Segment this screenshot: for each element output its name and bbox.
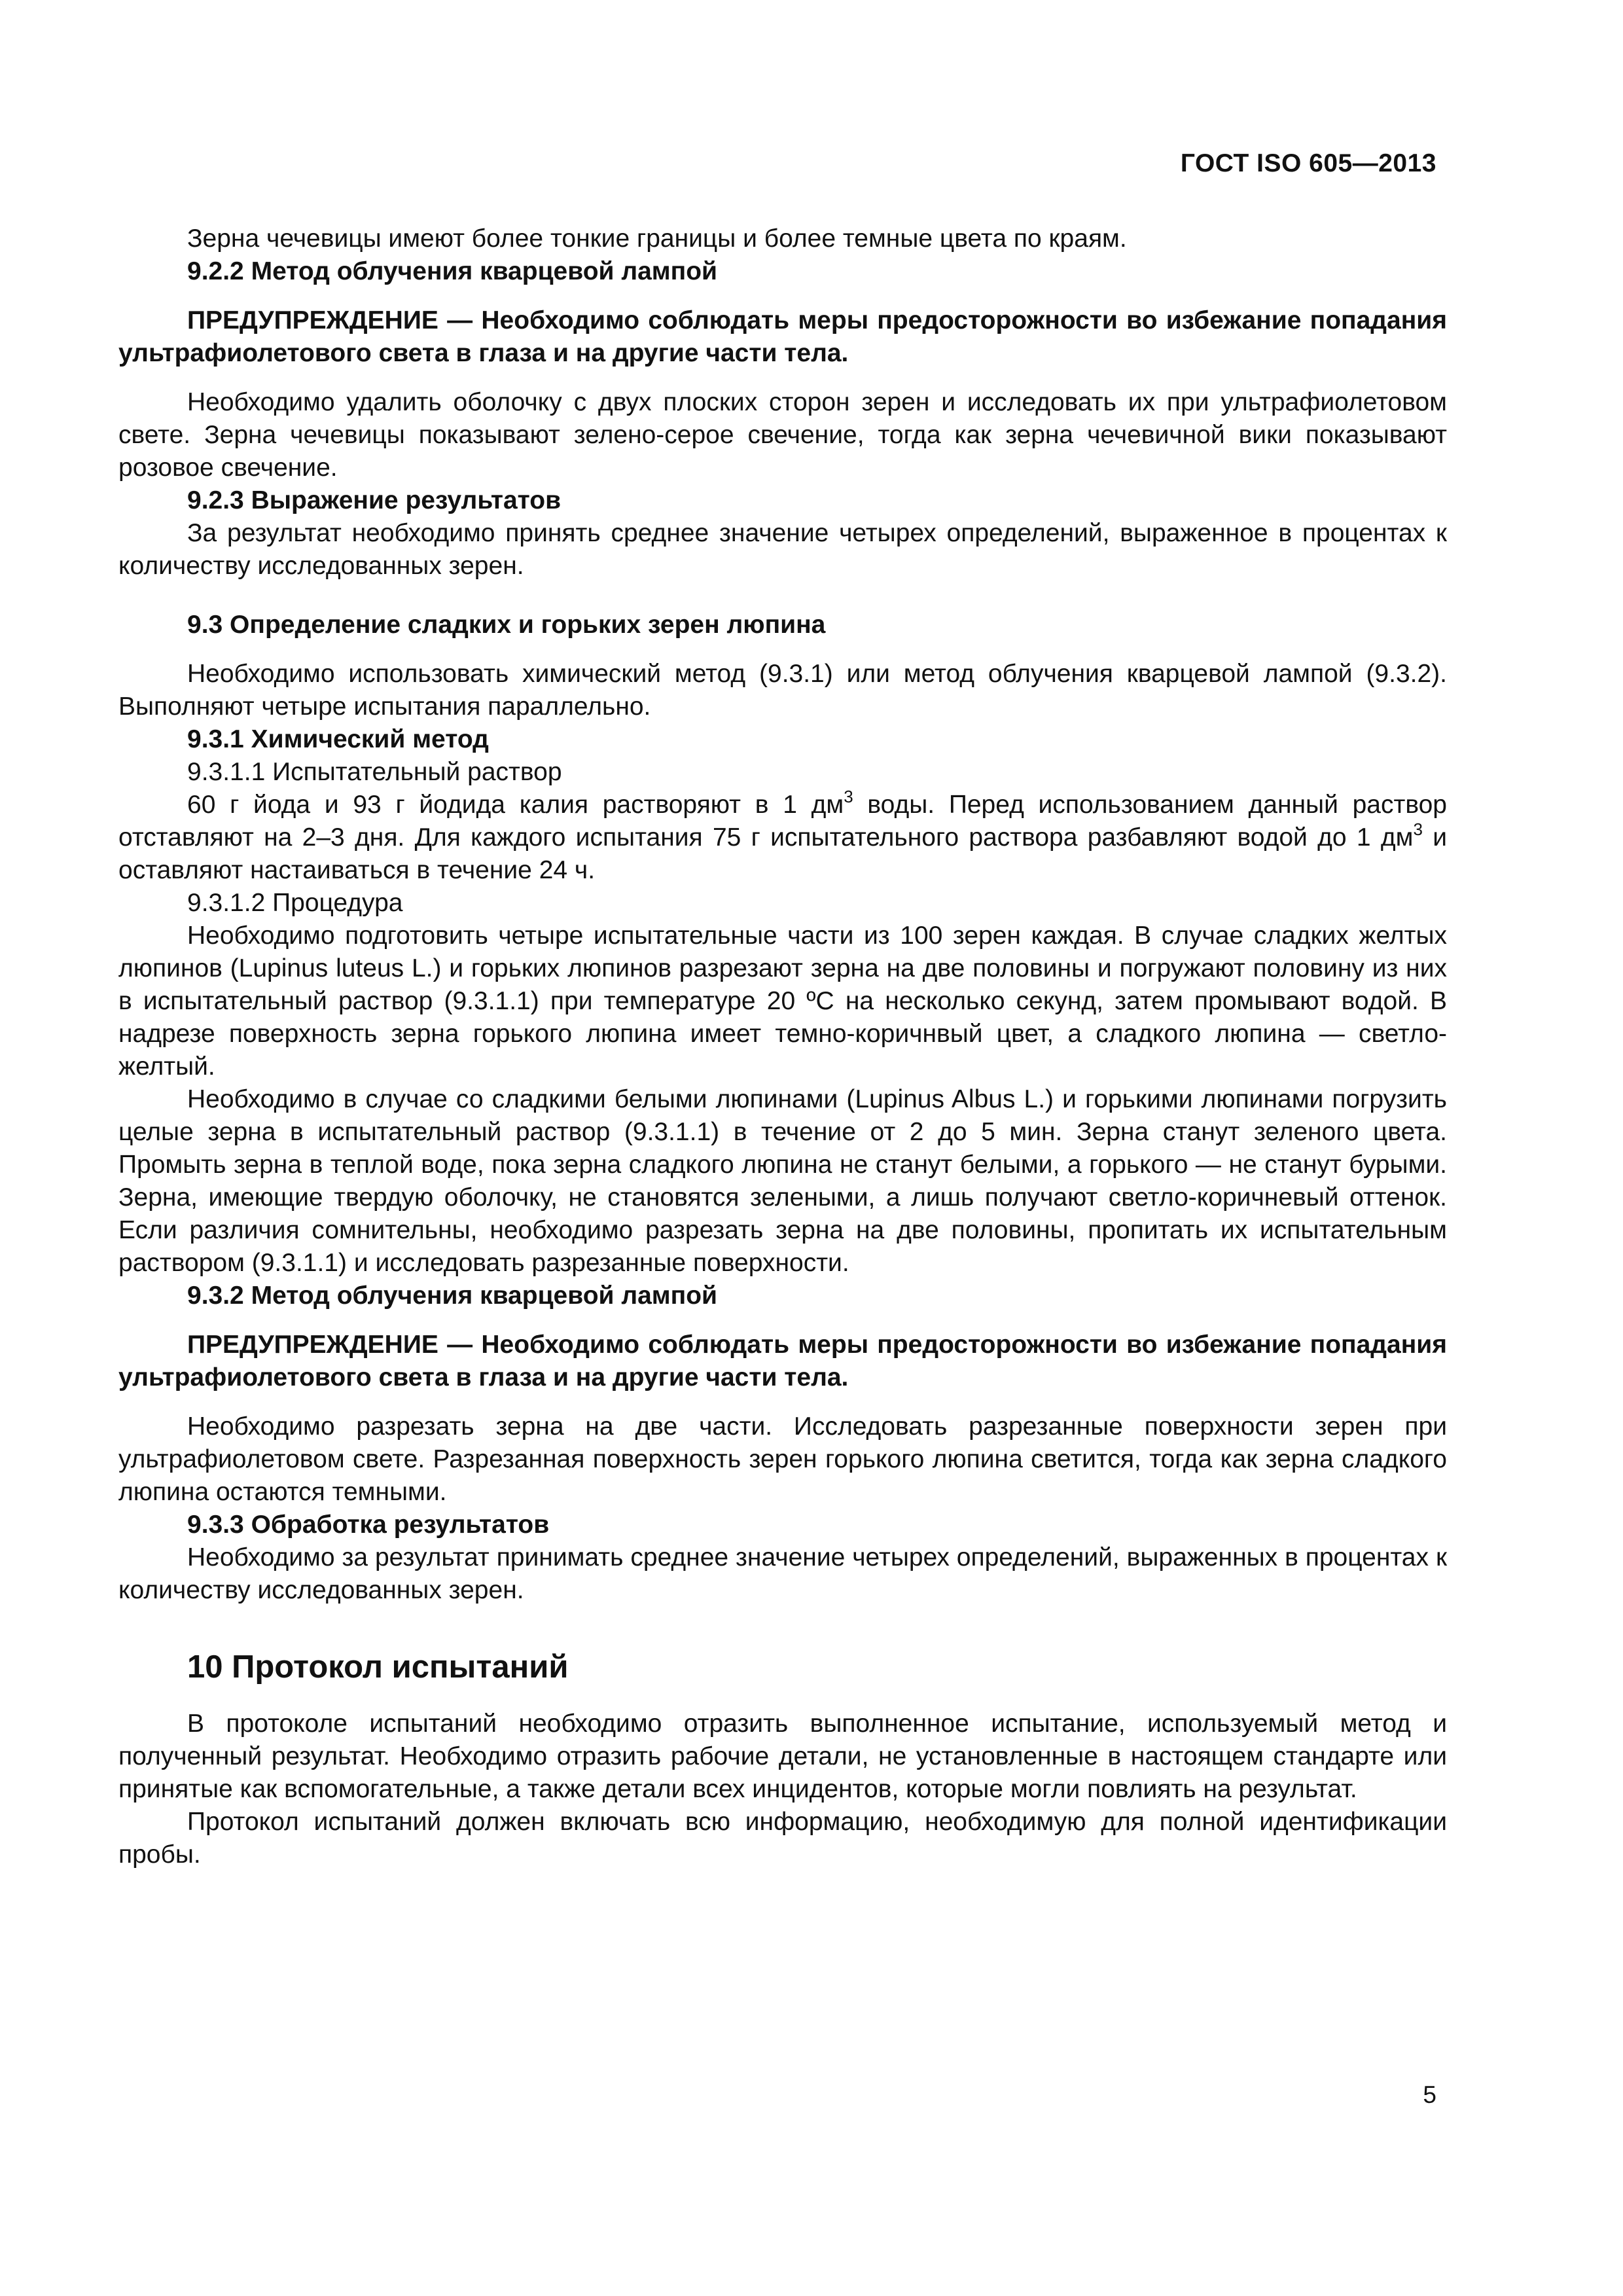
warning-9-2-2: ПРЕДУПРЕЖДЕНИЕ — Необходимо соблюдать меры предосторожности во избежание попадания ультрафиолетового света в глаза и на другие части тела.: [118, 306, 1447, 367]
paragraph-9-3-1-1: [118, 789, 1447, 887]
paragraph-9-3-1-2-b: Необходимо в случае со сладкими белыми люпинами (Lupinus Albus L.) и горькими люпинами погрузить целые зерна в испытательный раствор (9.3.1.1) в течение от 2 до 5 мин. Зерна станут зеленого цвета. Промыть зерна в теплой воде, пока зерна сладкого люпина не станут белыми, а горького — не станут бурыми. Зерна, имеющие твердую оболочку, не становятся зелеными, а лишь получают светло-коричневый оттенок. Если различия сомнительны, необходимо разрезать зерна на две половины, пропитать их испытательным раствором (9.3.1.1) и исследовать разрезанные поверхности.: [118, 1085, 1447, 1277]
page-number: 5: [1423, 2081, 1436, 2108]
paragraph-9-3-3: Необходимо за результат принимать среднее значение четырех определений, выраженных в процентах к количеству исследованных зерен.: [118, 1543, 1447, 1604]
paragraph-9-2-2: Необходимо удалить оболочку с двух плоских сторон зерен и исследовать их при ультрафиолетовом свете. Зерна чечевицы показывают зелено-серое свечение, тогда как зерна чечевичной вики показывают розовое свечение.: [118, 388, 1447, 482]
paragraph-9-3-2: Необходимо разрезать зерна на две части. Исследовать разрезанные поверхности зерен при ультрафиолетовом свете. Разрезанная поверхность зерен горького люпина светится, тогда как зерна сладкого люпина остаются темными.: [118, 1412, 1447, 1506]
heading-9-3-1-2: 9.3.1.2 Процедура: [187, 889, 403, 917]
page-content: [118, 223, 1447, 1871]
paragraph-lentil-borders: Зерна чечевицы имеют более тонкие границы и более темные цвета по краям.: [187, 224, 1127, 253]
paragraph-9-3: Необходимо использовать химический метод (9.3.1) или метод облучения кварцевой лампой (9.3.2). Выполняют четыре испытания параллельно.: [118, 660, 1447, 721]
paragraph-9-3-1-2-a: Необходимо подготовить четыре испытательные части из 100 зерен каждая. В случае сладких желтых люпинов (Lupinus luteus L.) и горьких люпинов разрезают зерна на две половины и погружают половину из них в испытательный раствор (9.3.1.1) при температуре 20 ºС на несколько секунд, затем промывают водой. В надрезе поверхность зерна горького люпина имеет темно-коричнвый цвет, а сладкого люпина — светло-желтый.: [118, 922, 1447, 1081]
document-header: ГОСТ ISO 605—2013: [1180, 149, 1436, 177]
text-solution-part3: и оставляют настаиваться в течение 24 ч.: [118, 823, 1447, 884]
text-solution-part2: воды. Перед использованием данный раствор отставляют на 2–3 дня. Для каждого испытания 75 г испытательного раствора разбавляют водой до 1 дм: [118, 791, 1447, 852]
paragraph-9-2-3: За результат необходимо принять среднее значение четырех определений, выраженное в процентах к количеству исследованных зерен.: [118, 519, 1447, 580]
superscript-cube-2: 3: [1413, 819, 1423, 839]
heading-9-3: 9.3 Определение сладких и горьких зерен люпина: [187, 611, 826, 639]
heading-section-10: 10 Протокол испытаний: [187, 1649, 569, 1685]
paragraph-10-a: В протоколе испытаний необходимо отразить выполненное испытание, используемый метод и полученный результат. Необходимо отразить рабочие детали, не установленные в настоящем стандарте или принятые как вспомогательные, а также детали всех инцидентов, которые могли повлиять на результат.: [118, 1710, 1447, 1803]
heading-9-3-2: 9.3.2 Метод облучения кварцевой лампой: [187, 1282, 717, 1310]
heading-9-2-3: 9.2.3 Выражение результатов: [187, 486, 562, 514]
heading-9-3-3: 9.3.3 Обработка результатов: [187, 1511, 550, 1539]
heading-9-2-2: 9.2.2 Метод облучения кварцевой лампой: [187, 257, 717, 285]
paragraph-10-b: Протокол испытаний должен включать всю информацию, необходимую для полной идентификации пробы.: [118, 1808, 1447, 1869]
text-solution-part1: 60 г йода и 93 г йодида калия растворяют в 1 дм: [187, 791, 844, 819]
superscript-cube-1: 3: [844, 787, 853, 806]
heading-9-3-1: 9.3.1 Химический метод: [187, 725, 489, 753]
warning-9-3-2: ПРЕДУПРЕЖДЕНИЕ — Необходимо соблюдать меры предосторожности во избежание попадания ультрафиолетового света в глаза и на другие части тела.: [118, 1331, 1447, 1391]
heading-9-3-1-1: 9.3.1.1 Испытательный раствор: [187, 758, 562, 786]
